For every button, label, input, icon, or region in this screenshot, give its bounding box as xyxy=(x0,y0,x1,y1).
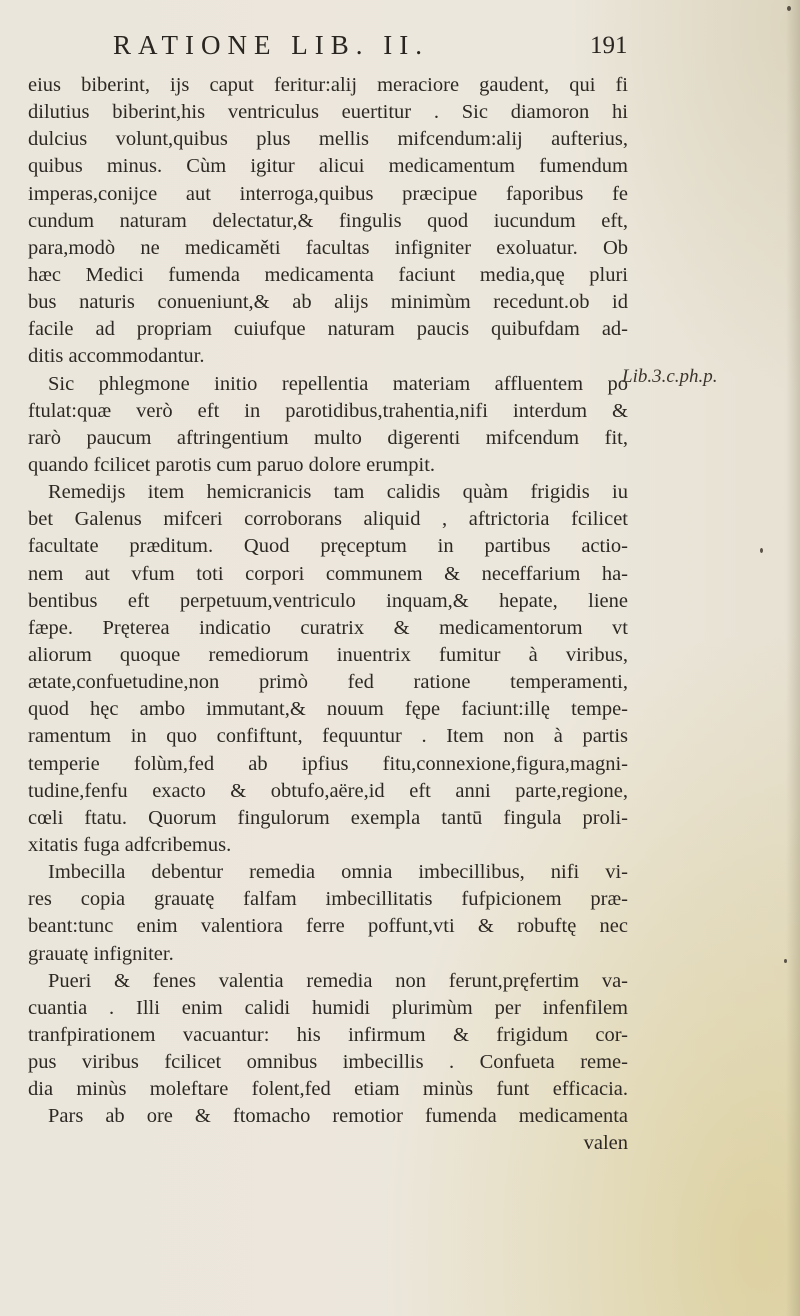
text-line: rarò paucum aftringentium multo digerenti mifcendum fit, xyxy=(28,426,628,449)
text-line: Pars ab ore & ftomacho remotior fumenda medicamenta xyxy=(48,1105,628,1128)
text-line: quod hęc ambo immutant,& nouum fępe faciunt:illę tempe- xyxy=(28,698,628,721)
text-line: xitatis fuga adfcribemus. xyxy=(28,833,232,856)
text-line: dilutius biberint,his ventriculus euertitur . Sic diamoron hi xyxy=(28,101,628,124)
text-line: beant:tunc enim valentiora ferre poffunt,vti & robuftę nec xyxy=(28,915,628,938)
margin-note: Lib.3.c.ph.p. xyxy=(622,366,718,387)
text-line: ætate,confuetudine,non primò fed ratione temperamenti, xyxy=(28,671,628,694)
text-line: Sic phlegmone initio repellentia materiam affluentem po xyxy=(48,372,628,395)
ink-speck xyxy=(760,548,763,553)
text-line: temperie folùm,fed ab ipfius fitu,connexione,figura,magni- xyxy=(28,752,628,775)
text-line: Imbecilla debentur remedia omnia imbecillibus, nifi vi- xyxy=(48,861,628,884)
text-line: para,modò ne medicaměti facultas infigniter exoluatur. Ob xyxy=(28,236,628,259)
text-line: cuantia . Illi enim calidi humidi plurimùm per infenfilem xyxy=(28,996,628,1019)
text-line: bet Galenus mifceri corroborans aliquid , aftrictoria fcilicet xyxy=(28,508,628,531)
text-line: aliorum quoque remediorum inuentrix fumitur à viribus, xyxy=(28,643,628,666)
text-line: res copia grauatę falfam imbecillitatis fufpicionem præ- xyxy=(28,888,628,911)
text-line: cœli ftatu. Quorum fingulorum exempla tantū fingula proli- xyxy=(28,806,628,829)
page-number: 191 xyxy=(590,32,628,59)
text-line: hæc Medici fumenda medicamenta faciunt media,quę pluri xyxy=(28,263,628,286)
text-line: bus naturis conueniunt,& ab alijs minimùm recedunt.ob id xyxy=(28,291,628,314)
text-line: grauatę infigniter. xyxy=(28,942,174,965)
text-line: ramentum in quo confiftunt, fequuntur . Item non à partis xyxy=(28,725,628,748)
page-edge-shadow xyxy=(786,0,800,1316)
text-line: dulcius volunt,quibus plus mellis mifcendum:alij aufterius, xyxy=(28,128,628,151)
text-line: quibus minus. Cùm igitur alicui medicamentum fumendum xyxy=(28,155,628,178)
text-line: eius biberint, ijs caput feritur:alij meraciore gaudent, qui fi xyxy=(28,74,628,96)
text-line: facultate præditum. Quod pręceptum in partibus actio- xyxy=(28,535,628,558)
ink-speck xyxy=(784,959,787,963)
text-line: pus viribus fcilicet omnibus imbecillis . Confueta reme- xyxy=(28,1051,628,1074)
text-line: nem aut vfum toti corpori communem & neceffarium ha- xyxy=(28,562,628,585)
body-text xyxy=(28,72,628,1158)
text-line: fæpe. Pręterea indicatio curatrix & medicamentorum vt xyxy=(28,616,628,639)
running-head xyxy=(0,30,800,70)
text-line: imperas,conijce aut interroga,quibus præcipue faporibus fe xyxy=(28,182,628,205)
running-title: RATIONE LIB. II. xyxy=(113,30,429,60)
text-line: bentibus eft perpetuum,ventriculo inquam,& hepate, liene xyxy=(28,589,628,612)
text-line: tranfpirationem vacuantur: his infirmum & frigidum cor- xyxy=(28,1023,628,1046)
text-line: Pueri & fenes valentia remedia non ferunt,pręfertim va- xyxy=(48,969,628,992)
text-line: ditis accommodantur. xyxy=(28,345,205,368)
text-line: tudine,fenfu exacto & obtufo,aëre,id eft anni parte,regione, xyxy=(28,779,628,802)
text-line: dia minùs moleftare folent,fed etiam minùs funt efficacia. xyxy=(28,1078,628,1101)
text-line: valen xyxy=(583,1132,628,1155)
ink-speck xyxy=(787,6,791,11)
text-line: cundum naturam delectatur,& fingulis quod iucundum eft, xyxy=(28,209,628,232)
text-line: quando fcilicet parotis cum paruo dolore erumpit. xyxy=(28,453,436,476)
text-line: ftulat:quæ verò eft in parotidibus,trahentia,nifi interdum & xyxy=(28,399,628,422)
text-line: Remedijs item hemicranicis tam calidis quàm frigidis iu xyxy=(48,481,628,504)
text-line: facile ad propriam cuiufque naturam paucis quibufdam ad- xyxy=(28,318,628,341)
